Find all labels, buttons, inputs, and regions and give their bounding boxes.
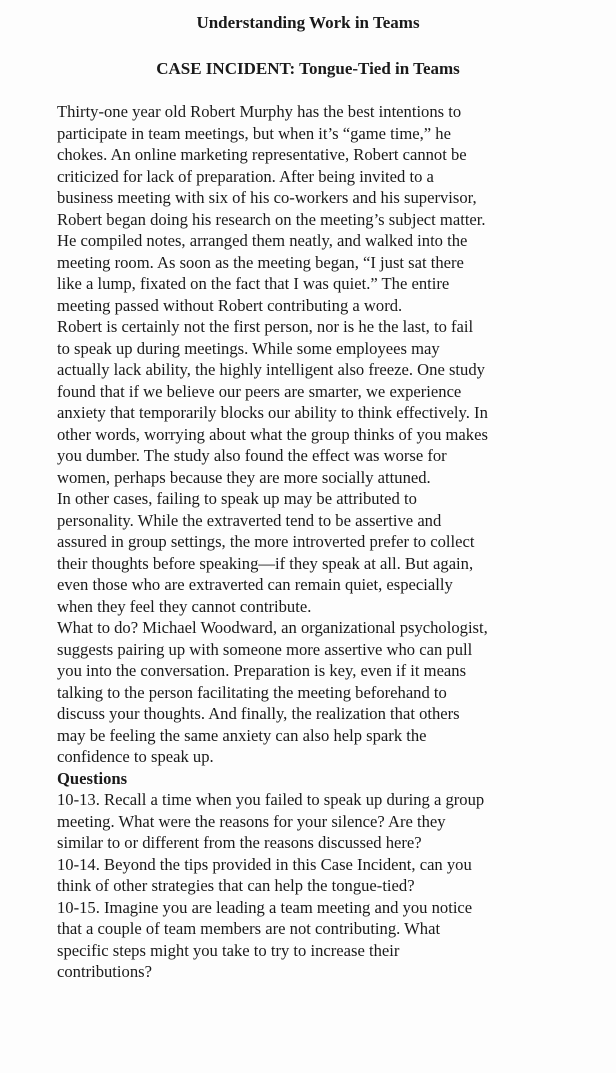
text-line: actually lack ability, the highly intelligent also freeze. One study bbox=[57, 360, 485, 379]
text-line: specific steps might you take to try to increase their bbox=[57, 940, 400, 960]
text-line: women, perhaps because they are more socially attuned. bbox=[57, 467, 431, 487]
text-line: criticized for lack of preparation. After being invited to a bbox=[57, 166, 434, 186]
text-line: you into the conversation. Preparation is key, even if it means bbox=[57, 661, 467, 680]
text-line: participate in team meetings, but when it’s “game time,” he bbox=[57, 123, 451, 143]
paragraph-3 bbox=[57, 488, 557, 617]
text-line: that a couple of team members are not contributing. What bbox=[57, 919, 441, 938]
text-line: meeting passed without Robert contributing a word. bbox=[57, 295, 403, 315]
text-line: may be feeling the same anxiety can also help spark the bbox=[57, 725, 427, 745]
text-line: similar to or different from the reasons discussed here? bbox=[57, 833, 422, 852]
text-line: meeting room. As soon as the meeting began, “I just sat there bbox=[57, 252, 464, 272]
case-body bbox=[57, 101, 557, 983]
text-line: personality. While the extraverted tend to be assertive and bbox=[57, 510, 442, 530]
text-line: you dumber. The study also found the effect was worse for bbox=[57, 446, 447, 465]
question-10-14 bbox=[57, 854, 557, 897]
text-line: their thoughts before speaking—if they speak at all. But again, bbox=[57, 553, 474, 573]
text-line: What to do? Michael Woodward, an organizational psychologist, bbox=[57, 618, 488, 637]
text-line: think of other strategies that can help the tongue-tied? bbox=[57, 876, 415, 895]
text-line: Thirty-one year old Robert Murphy has the best intentions to bbox=[57, 102, 462, 121]
text-line: anxiety that temporarily blocks our ability to think effectively. In bbox=[57, 403, 488, 422]
text-line: to speak up during meetings. While some employees may bbox=[57, 338, 440, 358]
text-line: found that if we believe our peers are smarter, we experience bbox=[57, 381, 462, 401]
text-line: contributions? bbox=[57, 962, 152, 981]
document-title: Understanding Work in Teams bbox=[196, 13, 420, 32]
questions-heading: Questions bbox=[57, 768, 128, 788]
text-line: 10-14. Beyond the tips provided in this Case Incident, can you bbox=[57, 854, 472, 874]
text-line: chokes. An online marketing representative, Robert cannot be bbox=[57, 145, 467, 164]
text-line: He compiled notes, arranged them neatly, and walked into the bbox=[57, 231, 468, 250]
text-line: 10-13. Recall a time when you failed to speak up during a group bbox=[57, 790, 485, 809]
question-10-13 bbox=[57, 789, 557, 854]
case-incident-title: CASE INCIDENT: Tongue-Tied in Teams bbox=[156, 59, 460, 78]
text-line: business meeting with six of his co-workers and his supervisor, bbox=[57, 188, 477, 207]
text-line: like a lump, fixated on the fact that I was quiet.” The entire bbox=[57, 274, 450, 293]
text-line: In other cases, failing to speak up may be attributed to bbox=[57, 489, 417, 508]
text-line: discuss your thoughts. And finally, the realization that others bbox=[57, 704, 460, 723]
text-line: when they feel they cannot contribute. bbox=[57, 596, 312, 616]
paragraph-4 bbox=[57, 617, 557, 768]
paragraph-2 bbox=[57, 316, 557, 488]
text-line: Robert began doing his research on the meeting’s subject matter. bbox=[57, 209, 486, 229]
text-line: even those who are extraverted can remain quiet, especially bbox=[57, 575, 453, 594]
text-line: 10-15. Imagine you are leading a team meeting and you notice bbox=[57, 897, 473, 917]
text-line: assured in group settings, the more introverted prefer to collect bbox=[57, 532, 475, 551]
text-line: talking to the person facilitating the meeting beforehand to bbox=[57, 682, 447, 702]
text-line: other words, worrying about what the group thinks of you makes bbox=[57, 424, 488, 444]
paragraph-1 bbox=[57, 101, 557, 316]
questions-section bbox=[57, 768, 557, 983]
question-10-15 bbox=[57, 897, 557, 983]
text-line: confidence to speak up. bbox=[57, 747, 214, 766]
text-line: meeting. What were the reasons for your silence? Are they bbox=[57, 811, 446, 831]
text-line: Robert is certainly not the first person, nor is he the last, to fail bbox=[57, 317, 474, 336]
text-line: suggests pairing up with someone more assertive who can pull bbox=[57, 639, 473, 659]
